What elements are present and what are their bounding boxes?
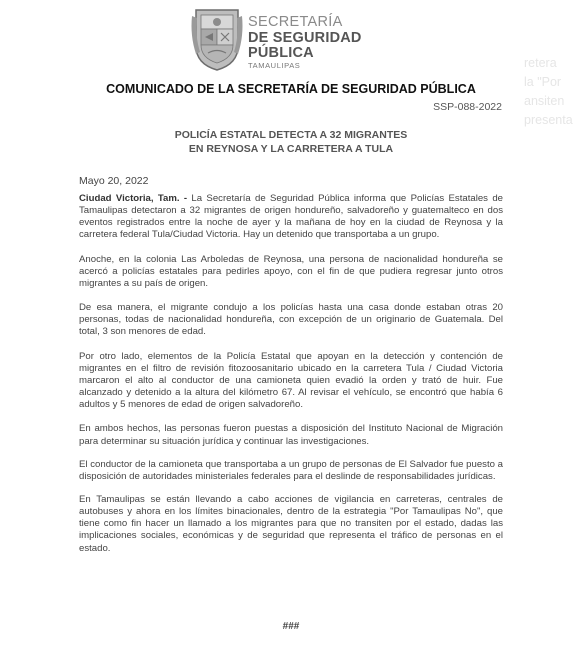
logo-line: TAMAULIPAS [248, 60, 301, 70]
headline-line: POLICÍA ESTATAL DETECTA A 32 MIGRANTES [174, 129, 408, 141]
headline-line: EN REYNOSA Y LA CARRETERA A TULA [188, 143, 394, 155]
fragment-line: la "Por [524, 75, 562, 89]
fragment-line: ansiten [524, 94, 565, 108]
body-text [79, 193, 503, 567]
tamaulipas-seal-icon [188, 6, 246, 72]
fragment-line: presenta [524, 113, 573, 127]
paragraph: Por otro lado, elementos de la Policía Estatal que apoyan en la detección y contención de migrantes en el filtro de revisión fitozoosanitario ubicado en la carretera Tula / Ciudad Victoria marcaron el alto al conductor de una camioneta quien evadió la orden y trató de huir. Fue alcanzado y detenido a la altura del kilómetro 67. Al revisar el vehículo, se encontró que había 6 adultos y 5 menores de edad de origen salvadoreño. [79, 350, 503, 411]
paragraph: Anoche, en la colonia Las Arboledas de Reynosa, una persona de nacionalidad hondureña se acercó a policías estatales para pedirles apoyo, con el fin de que pudiera regresar junto otros migrantes a su país de origen. [79, 253, 503, 289]
logo-line: PÚBLICA [248, 45, 314, 61]
paragraph: De esa manera, el migrante condujo a los policías hasta una casa donde estaban otras 20 personas, todas de nacionalidad hondureña, con excepción de un originario de Guatemala. Del total, 3 son menores de edad. [79, 302, 503, 338]
end-mark: ### [282, 621, 300, 632]
logo-wordmark [248, 15, 362, 69]
paragraph: En Tamaulipas se están llevando a cabo acciones de vigilancia en carreteras, centrales de autobuses y ahora en los límites binacionales, dentro de la estrategia "Por Tamaulipas No", que tiene como fin hacer un llamado a los migrantes para que no transiten por el estado, dadas las implicaciones sociales, económicas y de seguridad que representa el tráfico de personas en el estado. [79, 493, 503, 554]
logo-line: SECRETARÍA [248, 14, 343, 30]
reference-number: SSP-088-2022 [433, 101, 502, 113]
ssp-logo [188, 6, 373, 76]
paragraph-text: La Secretaría de Seguridad Pública informa que Policías Estatales de Tamaulipas detectaron a 32 migrantes de origen hondureño, salvadoreño y guatemalteco en dos eventos registrados entre la noche de ayer y la mañana de hoy en la ciudad de Reynosa y la carretera federal Tula/Ciudad Victoria. Hay un detenido que transportaba a un grupo. [79, 193, 503, 241]
document-title: COMUNICADO DE LA SECRETARÍA DE SEGURIDAD PÚBLICA [106, 82, 476, 96]
dateline: Ciudad Victoria, Tam. - [79, 193, 188, 204]
paragraph: El conductor de la camioneta que transportaba a un grupo de personas de El Salvador fue puesto a disposición de autoridades ministeriales federales para el deslinde de responsabilidades jurídicas. [79, 458, 503, 482]
headline [0, 128, 582, 156]
paragraph [79, 193, 503, 242]
fragment-line: retera [524, 56, 557, 70]
paragraph: En ambos hechos, las personas fueron puestas a disposición del Instituto Nacional de Migración para determinar su situación jurídica y continuar las investigaciones. [79, 423, 503, 447]
release-date: Mayo 20, 2022 [79, 175, 149, 187]
logo-line: DE SEGURIDAD [248, 29, 362, 46]
